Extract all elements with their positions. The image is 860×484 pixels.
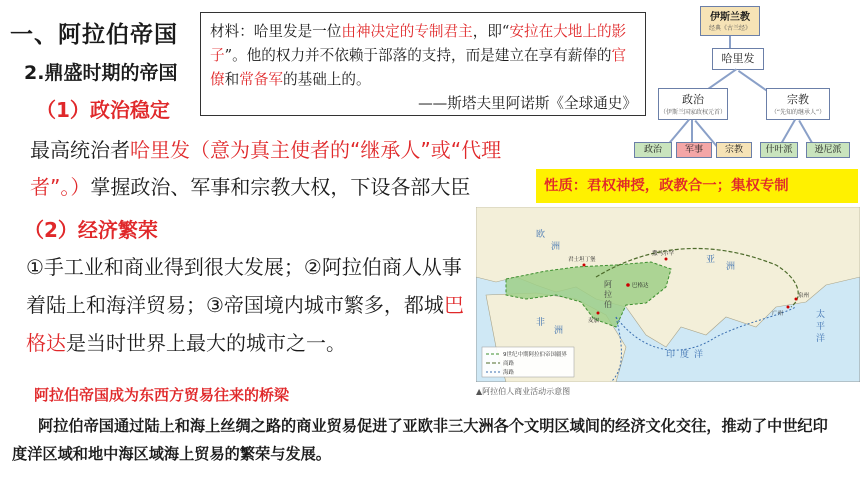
city-dot <box>583 264 586 267</box>
baghdad-highlight: 巴格达 <box>26 293 464 355</box>
quote-text <box>210 20 637 92</box>
diagram-connector <box>692 120 694 142</box>
map-label: 欧 <box>536 230 546 240</box>
quote-highlight: 由神决定的专制君主 <box>341 23 473 40</box>
diagram-religion-box <box>766 88 830 120</box>
map-caption: ▲阿拉伯人商业活动示意图 <box>476 387 571 396</box>
page-title: 一、阿拉伯帝国 <box>10 22 178 48</box>
diagram-religion-sub: （“先知的继承人”） <box>770 109 826 116</box>
map-label: 阿 <box>604 280 612 289</box>
diagram-politics-box <box>658 88 728 120</box>
bridge-heading: 阿拉伯帝国成为东西方贸易往来的桥梁 <box>34 386 290 404</box>
section-economy-text <box>26 248 476 362</box>
map-label: 洲 <box>554 326 564 336</box>
bottom-paragraph: 阿拉伯帝国通过陆上和海上丝绸之路的商业贸易促进了亚欧非三大洲各个文明区域间的经济文化交往，推动了中世纪印度洋区域和地中海区域海上贸易的繁荣与发展。 <box>12 417 828 463</box>
quote-segment: 的基础上的。 <box>283 71 371 88</box>
city-dot <box>626 283 630 287</box>
quote-highlight: 安拉在大地上的影子 <box>210 23 627 64</box>
diagram-islam-sub: 经典《古兰经》 <box>708 25 751 32</box>
city-label: 广州 <box>772 311 784 317</box>
diagram-leaf-sunni: 逊尼派 <box>806 142 850 158</box>
quote-segment: 和 <box>224 71 240 88</box>
map-label: 非 <box>536 318 546 328</box>
diagram-leaf-military: 军事 <box>676 142 712 158</box>
nature-callout: 性质：君权神授，政教合一；集权专制 <box>536 169 858 203</box>
map-label: 伯 <box>604 300 612 309</box>
text-segment: ①手工业和商业得到很大发展；②阿拉伯商人从事着陆上和海洋贸易；③帝国境内城市繁多，都城 <box>26 255 462 317</box>
quote-box <box>200 12 646 116</box>
text-segment: 最高统治者 <box>30 138 130 162</box>
diagram-islam-label: 伊斯兰教 <box>710 12 750 23</box>
city-dot <box>597 312 600 315</box>
map-label: 洋 <box>694 350 704 360</box>
legend-label: 海路 <box>503 370 515 376</box>
city-label: 撒马尔罕 <box>652 251 675 257</box>
map-label: 印 <box>666 350 676 360</box>
map-label: 洋 <box>816 334 826 344</box>
quote-segment: ”。他的权力并不依赖于部落的支持，而是建立在享有薪俸的 <box>224 47 612 64</box>
quote-highlight: 常备军 <box>239 71 284 88</box>
text-segment: 是当时世界上最大的城市之一。 <box>66 331 346 355</box>
section-political-text <box>30 132 550 206</box>
diagram-leaf-shia: 什叶派 <box>760 142 798 158</box>
map-label: 平 <box>816 322 826 332</box>
page-subtitle: 2.鼎盛时期的帝国 <box>24 62 178 84</box>
quote-segment: 材料：哈里发是一位 <box>210 23 342 40</box>
diagram-politics-sub: （伊斯兰国家政权元首） <box>659 109 726 116</box>
diagram-caliph-box: 哈里发 <box>712 48 764 70</box>
quote-highlight: 官僚 <box>210 47 627 88</box>
diagram-politics-label: 政治 <box>682 93 704 106</box>
text-segment: 掌握政治、军事和宗教大权，下设各部大臣 <box>90 175 471 199</box>
city-label: 泉州 <box>798 293 810 299</box>
map-label: 拉 <box>604 290 612 299</box>
city-label: 君士坦丁堡 <box>568 257 596 263</box>
diagram-connector <box>729 36 731 48</box>
city-label: 麦加 <box>588 318 600 324</box>
diagram-leaf-religion: 宗教 <box>716 142 752 158</box>
map-label: 度 <box>680 350 690 360</box>
map-label: 亚 <box>706 255 716 265</box>
trade-map <box>476 207 860 382</box>
diagram-leaf-politics: 政治 <box>634 142 672 158</box>
quote-source: ——斯塔夫里阿诺斯《全球通史》 <box>418 95 637 112</box>
section-economy-heading: （2）经济繁荣 <box>24 218 158 242</box>
caliph-highlight: 哈里发（意为真主使者的“继承人”或“代理者”。） <box>30 138 502 199</box>
quote-segment: ，即“ <box>472 23 510 40</box>
map-label: 洲 <box>551 242 561 252</box>
city-label: 巴格达 <box>632 283 649 289</box>
legend-label: 9世纪中期阿拉伯帝国疆界 <box>503 352 568 358</box>
section-political-heading: （1）政治稳定 <box>36 98 170 122</box>
map-label: 洲 <box>726 262 736 272</box>
city-dot <box>787 306 790 309</box>
diagram-islam-box <box>700 6 760 36</box>
city-dot <box>665 258 668 261</box>
map-label: 太 <box>816 310 826 320</box>
legend-label: 商路 <box>503 361 515 367</box>
diagram-religion-label: 宗教 <box>787 93 809 106</box>
